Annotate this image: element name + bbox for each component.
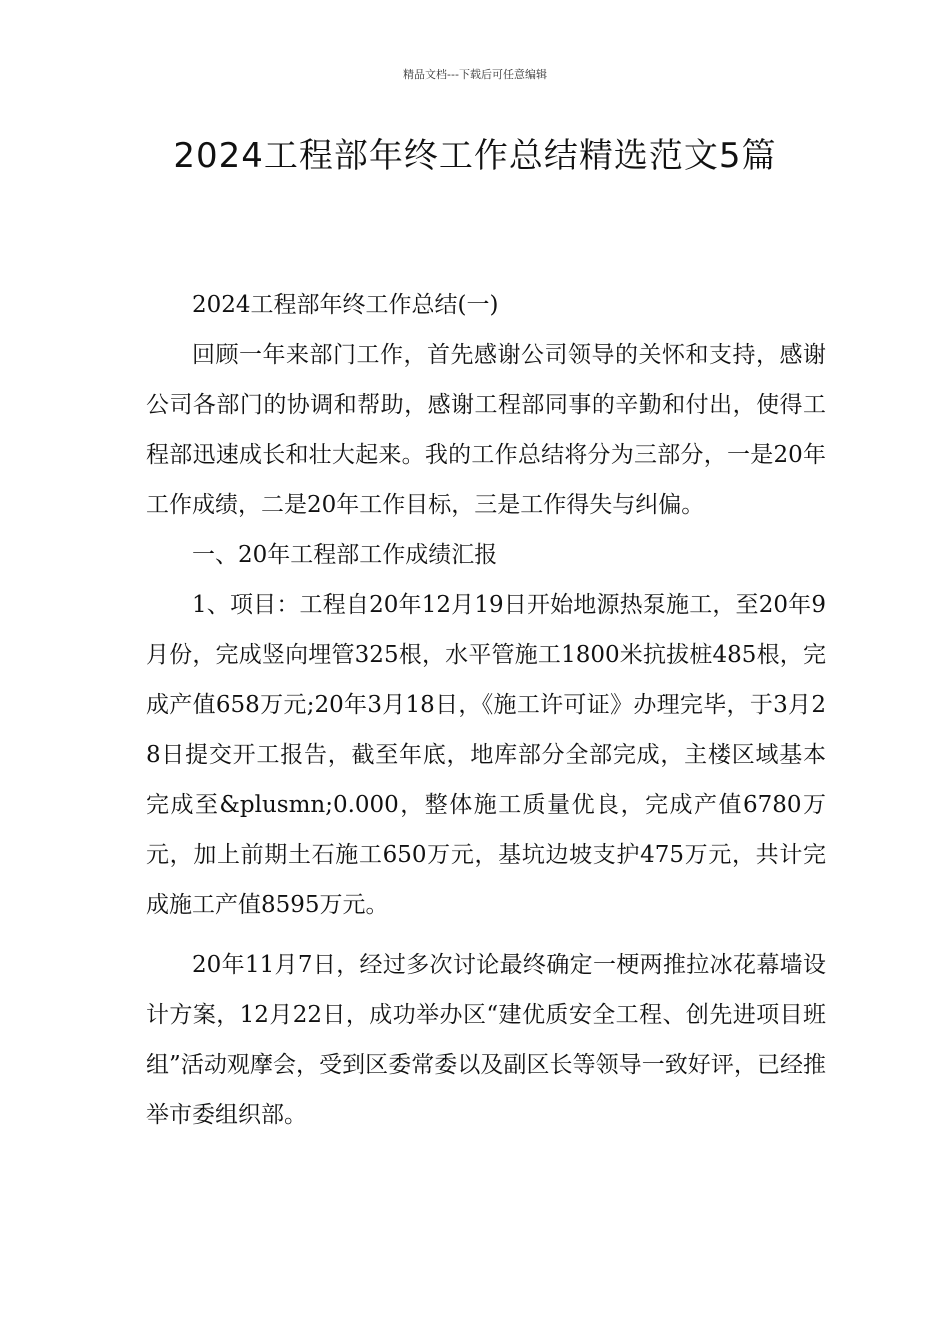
document-body (146, 280, 826, 1140)
paragraph: 1、项目：工程自20年12月19日开始地源热泵施工，至20年9月份，完成竖向埋管325根，水平管施工1800米抗拔桩485根，完成产值658万元;20年3月18日，《施工许可证》办理完毕，于3月28日提交开工报告，截至年底，地库部分全部完成，主楼区域基本完成至&plusmn;0.000，整体施工质量优良，完成产值6780万元，加上前期土石施工650万元，基坑边坡支护475万元，共计完成施工产值8595万元。 (146, 592, 826, 918)
header-note: 精品文档---下载后可任意编辑 (403, 68, 547, 81)
section-heading: 一、20年工程部工作成绩汇报 (192, 542, 498, 568)
paragraph: 回顾一年来部门工作，首先感谢公司领导的关怀和支持，感谢公司各部门的协调和帮助，感谢工程部同事的辛勤和付出，使得工程部迅速成长和壮大起来。我的工作总结将分为三部分，一是20年工作成绩，二是20年工作目标，三是工作得失与纠偏。 (146, 342, 826, 518)
paragraph: 20年11月7日，经过多次讨论最终确定一梗两推拉冰花幕墙设计方案，12月22日，成功举办区“建优质安全工程、创先进项目班组”活动观摩会，受到区委常委以及副区长等领导一致好评，已经推举市委组织部。 (146, 952, 826, 1128)
document-title: 2024工程部年终工作总结精选范文5篇 (173, 136, 777, 176)
section-heading: 2024工程部年终工作总结(一) (192, 292, 499, 318)
